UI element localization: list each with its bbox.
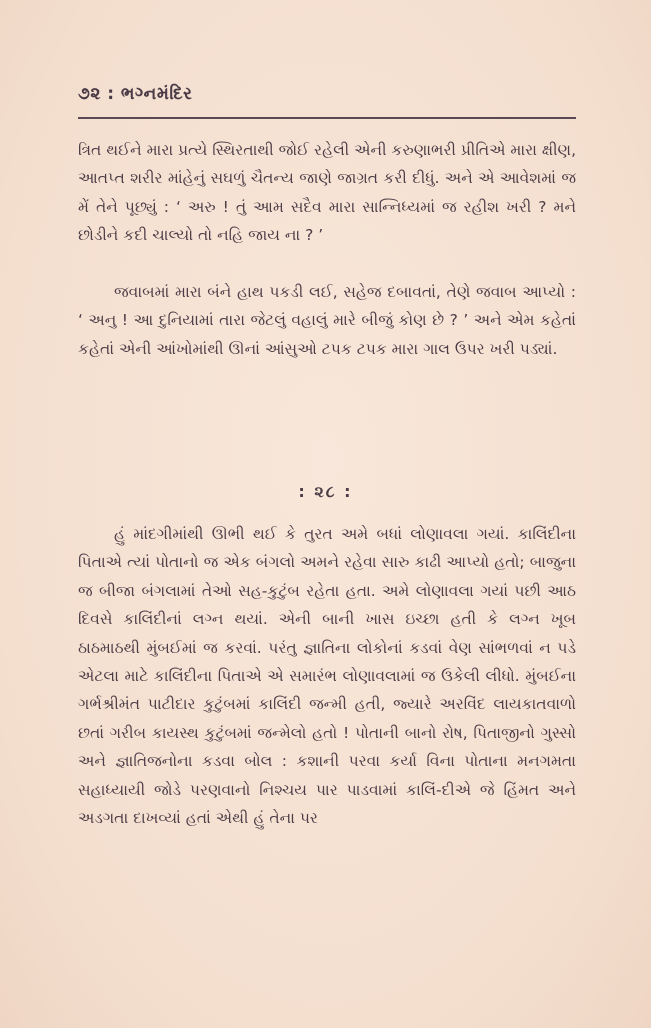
paragraph: જવાબમાં મારા બંને હાથ પકડી લઈ, સહેજ દબાવતાં, તેણે જવાબ આપ્યો : ‘ અનુ ! આ દુનિયામાં તારા જેટલું વહાલું મારે બીજું કોણ છે ? ’ અને એમ કહેતાં કહેતાં એની આંખોમાંથી ઊનાં આંસુઓ ટપક ટપક મારા ગાલ ઉપર ખરી પડ્યાં. (78, 283, 576, 358)
chapter-number: : ૨૮ : (298, 482, 353, 501)
header-rule (78, 117, 576, 119)
running-head: ૭૨ : ભગ્નમંદિર (78, 84, 193, 104)
paragraph: હું માંદગીમાંથી ઊભી થઈ કે તુરત અમે બધાં લોણાવલા ગયાં. કાલિંદીના પિતાએ ત્યાં પોતાનો જ એક બંગલો અમને રહેવા સારુ કાઢી આપ્યો હતો; બાજુના જ બીજા બંગલામાં તેઓ સહ-કુટુંબ રહેતા હતા. અમે લોણાવલા ગયાં પછી આઠ દિવસે કાલિંદીનાં લગ્ન થયાં. એની બાની ખાસ ઇચ્છા હતી કે લગ્ન ખૂબ ઠાઠમાઠથી મુંબઈમાં જ કરવાં. પરંતુ જ્ઞાતિના લોકોનાં કડવાં વેણ સાંભળવાં ન પડે એટલા માટે કાલિંદીના પિતાએ એ સમારંભ લોણાવલામાં જ ઉકેલી લીધો. મુંબઈના ગર્ભશ્રીમંત પાટીદાર કુટુંબમાં કાલિંદી જન્મી હતી, જ્યારે અરવિંદ લાયકાતવાળો છતાં ગરીબ કાયસ્થ કુટુંબમાં જન્મેલો હતો ! પોતાની બાનો રોષ, પિતાજીનો ગુસ્સો અને જ્ઞાતિજનોના કડવા બોલ : કશાની પરવા કર્યા વિના પોતાના મનગમતા સહાધ્યાયી જોડે પરણવાનો નિશ્ચય પાર પાડવામાં કાલિં-દીએ જે હિંમત અને અડગતા દાખવ્યાં હતાં એથી હું તેના પર (78, 525, 576, 828)
paragraph: ત્રિત થઈને મારા પ્રત્યે સ્થિરતાથી જોઈ રહેલી એની કરુણાભરી પ્રીતિએ મારા ક્ષીણ, આતપ્ત શરીર માંહેનું સઘળું ચૈતન્ય જાણે જાગ્રત કરી દીધું. અને એ આવેશમાં જ મેં તેને પૂછ્યું : ‘ અરુ ! તું આમ સદૈવ મારા સાન્નિધ્યમાં જ રહીશ ખરી ? મને છોડીને કદી ચાલ્યો તો નહિ જાય ના ? ’ (78, 141, 576, 245)
